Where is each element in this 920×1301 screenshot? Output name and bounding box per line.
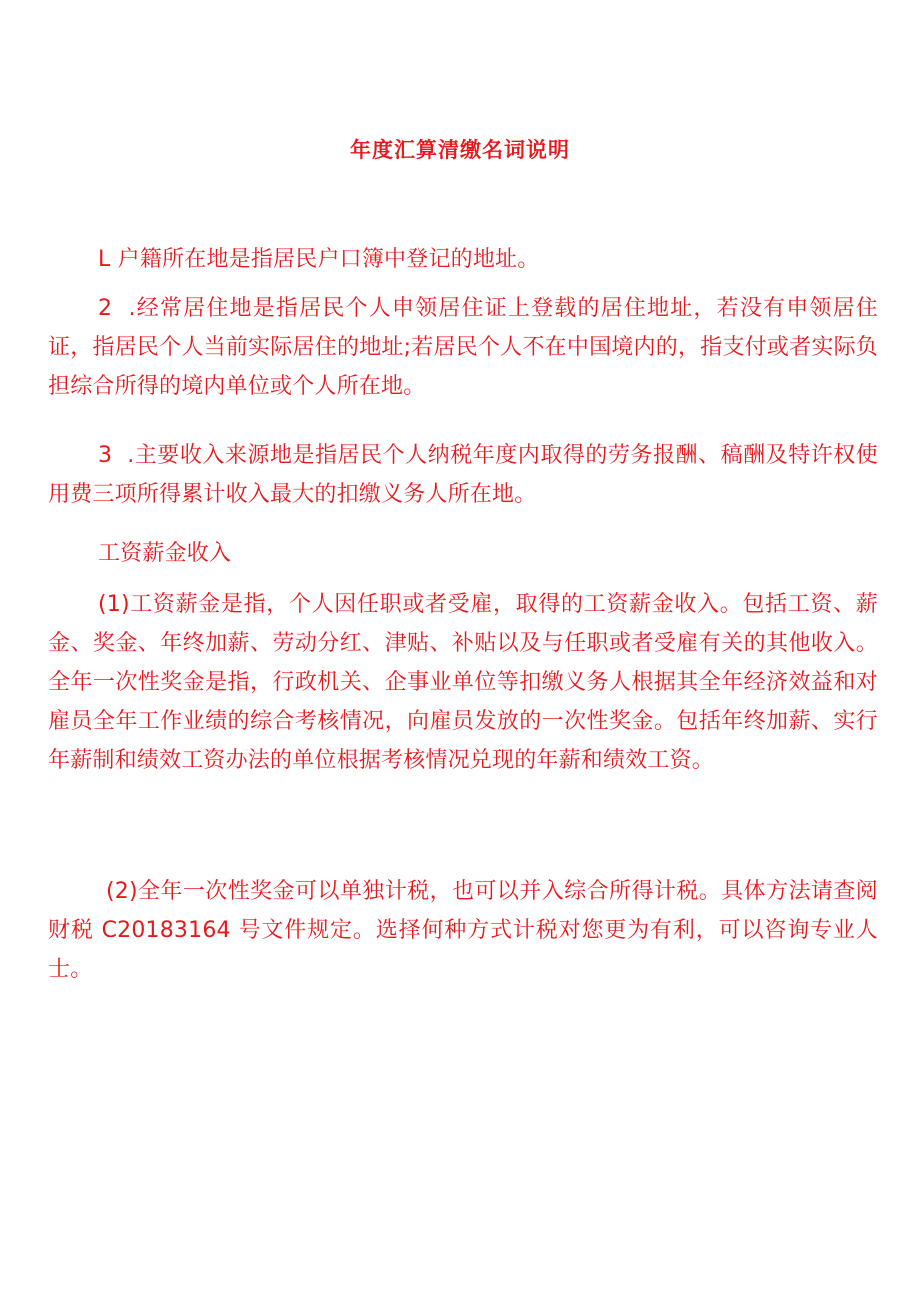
- paragraph-wage-definition: (1)工资薪金是指，个人因任职或者受雇，取得的工资薪金收入。包括工资、薪金、奖金、年终加薪、劳动分红、津贴、补贴以及与任职或者受雇有关的其他收入。全年一次性奖金是指，行政机关、企事业单位等扣缴义务人根据其全年经济效益和对雇员全年工作业绩的综合考核情况，向雇员发放的一次性奖金。包括年终加薪、实行年薪制和绩效工资办法的单位根据考核情况兑现的年薪和绩效工资。: [48, 592, 878, 773]
- paragraph-annual-bonus-tax: (2)全年一次性奖金可以单独计税，也可以并入综合所得计税。具体方法请查阅财税 C20183164 号文件规定。选择何种方式计税对您更为有利，可以咨询专业人士。: [48, 879, 878, 982]
- paragraph-main-income-source: 3 .主要收入来源地是指居民个人纳税年度内取得的劳务报酬、稿酬及特许权使用费三项所得累计收入最大的扣缴义务人所在地。: [48, 443, 878, 507]
- paragraph-habitual-residence: 2 .经常居住地是指居民个人申领居住证上登载的居住地址，若没有申领居住证，指居民个人当前实际居住的地址;若居民个人不在中国境内的，指支付或者实际负担综合所得的境内单位或个人所在地。: [48, 296, 878, 399]
- paragraph-household-registration: L 户籍所在地是指居民户口簿中登记的地址。: [98, 247, 540, 272]
- section-heading-wage-income: 工资薪金收入: [98, 541, 232, 566]
- document-title: 年度汇算清缴名词说明: [350, 138, 570, 162]
